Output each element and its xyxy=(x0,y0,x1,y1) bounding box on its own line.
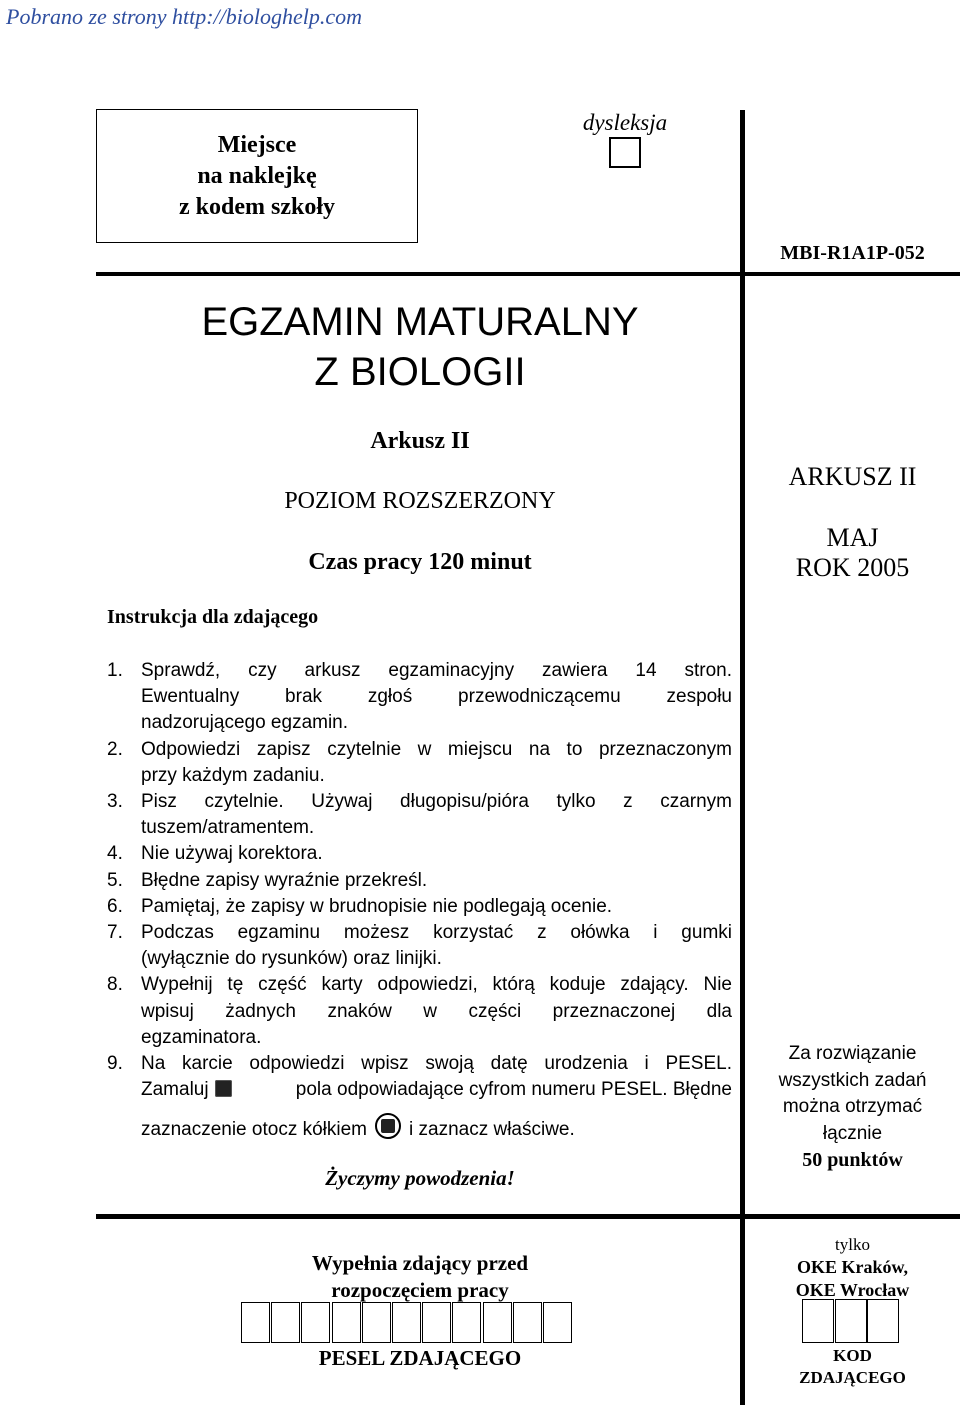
points-line: Za rozwiązanie xyxy=(788,1043,917,1064)
pesel-digit-box[interactable] xyxy=(452,1302,481,1343)
instruction-text xyxy=(141,920,732,972)
instruction-text xyxy=(141,841,732,867)
sticker-line: Miejsce xyxy=(217,131,297,158)
watermark[interactable]: Pobrano ze strony http://biologhelp.com xyxy=(6,4,363,29)
instruction-line: egzaminatora. xyxy=(141,1026,262,1048)
pesel-digit-box[interactable] xyxy=(332,1302,361,1343)
kod-label-line: ZDAJĄCEGO xyxy=(799,1368,906,1387)
kod-label-line: KOD xyxy=(833,1346,872,1365)
student-code-boxes xyxy=(802,1299,900,1343)
pesel-digit-box[interactable] xyxy=(513,1302,542,1343)
level-label: POZIOM ROZSZERZONY xyxy=(284,488,556,514)
instruction-item-7 xyxy=(107,920,732,972)
instruction-number: 4. xyxy=(107,843,123,865)
sticker-line: z kodem szkoły xyxy=(179,193,335,220)
exam-code: MBI-R1A1P-052 xyxy=(780,242,925,264)
sticker-line: na naklejkę xyxy=(197,162,317,189)
pesel-digit-box[interactable] xyxy=(362,1302,391,1343)
top-horizontal-divider xyxy=(96,272,960,276)
student-code-label xyxy=(745,1345,960,1389)
duration-label: Czas pracy 120 minut xyxy=(308,549,532,575)
sheet-label: Arkusz II xyxy=(370,428,470,454)
instruction-text xyxy=(141,658,732,737)
exam-year: ROK 2005 xyxy=(795,553,910,582)
instruction-line: Pisz czytelnie. Używaj długopisu/pióra tylko z czarnym xyxy=(141,791,732,813)
vertical-divider xyxy=(740,110,745,1405)
instruction-line: Na karcie odpowiedzi wpisz swoją datę urodzenia i PESEL. xyxy=(141,1053,732,1075)
fill-header-line: rozpoczęciem pracy xyxy=(331,1278,509,1302)
instruction-line: Pamiętaj, że zapisy w brudnopisie nie podlegają ocenie. xyxy=(141,895,613,917)
instructions-heading: Instrukcja dla zdającego xyxy=(107,606,319,628)
instructions-list xyxy=(107,658,732,1144)
instruction-line: Nie używaj korektora. xyxy=(141,843,323,865)
instruction-text xyxy=(141,868,732,894)
pesel-digit-box[interactable] xyxy=(392,1302,421,1343)
pesel-digit-box[interactable] xyxy=(543,1302,572,1343)
instruction-text xyxy=(141,894,732,920)
pesel-digit-box[interactable] xyxy=(241,1302,270,1343)
instruction-line: tuszem/atramentem. xyxy=(141,817,315,839)
instruction-item-3 xyxy=(107,789,732,841)
instruction-item-6 xyxy=(107,894,732,920)
instruction-number: 2. xyxy=(107,738,123,760)
instruction-line: Błędne zapisy wyraźnie przekreśl. xyxy=(141,869,428,891)
instruction-number: 1. xyxy=(107,660,123,681)
dyslexia-label: dysleksja xyxy=(582,110,668,135)
instruction-line xyxy=(141,1113,732,1143)
pesel-input-boxes xyxy=(241,1302,573,1343)
student-code-box[interactable] xyxy=(835,1299,867,1343)
points-info xyxy=(745,1041,960,1175)
pesel-digit-box[interactable] xyxy=(301,1302,330,1343)
instruction-line: Odpowiedzi zapisz czytelnie w miejscu na to przeznaczonym xyxy=(141,738,732,760)
exam-title-line2: Z BIOLOGII xyxy=(314,350,526,394)
school-code-sticker-box xyxy=(96,109,418,243)
points-line: wszystkich zadań xyxy=(778,1069,927,1091)
circled-square-icon xyxy=(375,1113,401,1139)
exam-title-line1: EGZAMIN MATURALNY xyxy=(201,300,639,344)
right-sheet-label: ARKUSZ II xyxy=(788,462,917,491)
instruction-number: 8. xyxy=(107,974,123,996)
instruction-line: wpisuj żadnych znaków w części przeznaczonej dla xyxy=(141,1000,732,1022)
bottom-horizontal-divider xyxy=(96,1214,960,1219)
instruction-number: 9. xyxy=(107,1053,123,1075)
instruction-number: 5. xyxy=(107,869,123,891)
oke-line: OKE Kraków, xyxy=(796,1257,908,1277)
instruction-line: nadzorującego egzamin. xyxy=(141,712,349,734)
student-code-box[interactable] xyxy=(867,1299,899,1343)
instruction-line: przy każdym zadaniu. xyxy=(141,764,325,786)
instruction-line: Sprawdź, czy arkusz egzaminacyjny zawiera 14 stron. xyxy=(141,660,732,681)
instruction-text xyxy=(141,972,732,1051)
instruction-item-5 xyxy=(107,868,732,894)
instruction-fragment: i zaznacz właściwe. xyxy=(409,1119,575,1141)
instruction-item-2 xyxy=(107,737,732,789)
points-line: można otrzymać xyxy=(782,1096,923,1117)
oke-header xyxy=(745,1234,960,1302)
dyslexia-checkbox[interactable] xyxy=(609,137,641,168)
points-total: 50 punktów xyxy=(802,1149,903,1171)
pesel-digit-box[interactable] xyxy=(422,1302,451,1343)
points-line: łącznie xyxy=(822,1122,883,1144)
instruction-fragment: pola odpowiadające cyfrom numeru PESEL. Błędne xyxy=(295,1079,732,1101)
instruction-text xyxy=(141,789,732,841)
instruction-line: (wyłącznie do rysunków) oraz linijki. xyxy=(141,948,442,970)
oke-line: tylko xyxy=(835,1235,870,1254)
good-luck-message: Życzymy powodzenia! xyxy=(325,1166,515,1190)
filled-square-icon xyxy=(215,1080,232,1097)
fill-by-student-header xyxy=(240,1250,600,1304)
instruction-item-1 xyxy=(107,658,732,737)
instruction-text xyxy=(141,737,732,789)
instruction-text xyxy=(141,1051,732,1144)
instruction-number: 6. xyxy=(107,895,123,917)
instruction-number: 3. xyxy=(107,791,123,813)
instruction-item-9 xyxy=(107,1051,732,1144)
exam-date xyxy=(745,523,960,583)
instruction-item-8 xyxy=(107,972,732,1051)
instruction-number: 7. xyxy=(107,922,123,944)
oke-line: OKE Wrocław xyxy=(795,1280,910,1300)
instruction-line xyxy=(141,1077,732,1103)
pesel-digit-box[interactable] xyxy=(271,1302,300,1343)
instruction-line: Podczas egzaminu możesz korzystać z ołówka i gumki xyxy=(141,922,732,944)
pesel-digit-box[interactable] xyxy=(483,1302,512,1343)
instruction-fragment: zaznaczenie otocz kółkiem xyxy=(141,1119,367,1141)
pesel-label: PESEL ZDAJĄCEGO xyxy=(318,1346,522,1370)
instruction-line: Wypełnij tę część karty odpowiedzi, którą koduje zdający. Nie xyxy=(141,974,732,996)
instruction-fragment: Zamaluj xyxy=(141,1079,209,1101)
fill-header-line: Wypełnia zdający przed xyxy=(311,1251,529,1275)
instruction-line: Ewentualny brak zgłoś przewodniczącemu zespołu xyxy=(141,686,732,708)
student-code-box[interactable] xyxy=(802,1299,834,1343)
exam-month: MAJ xyxy=(826,523,879,552)
instruction-item-4 xyxy=(107,841,732,867)
